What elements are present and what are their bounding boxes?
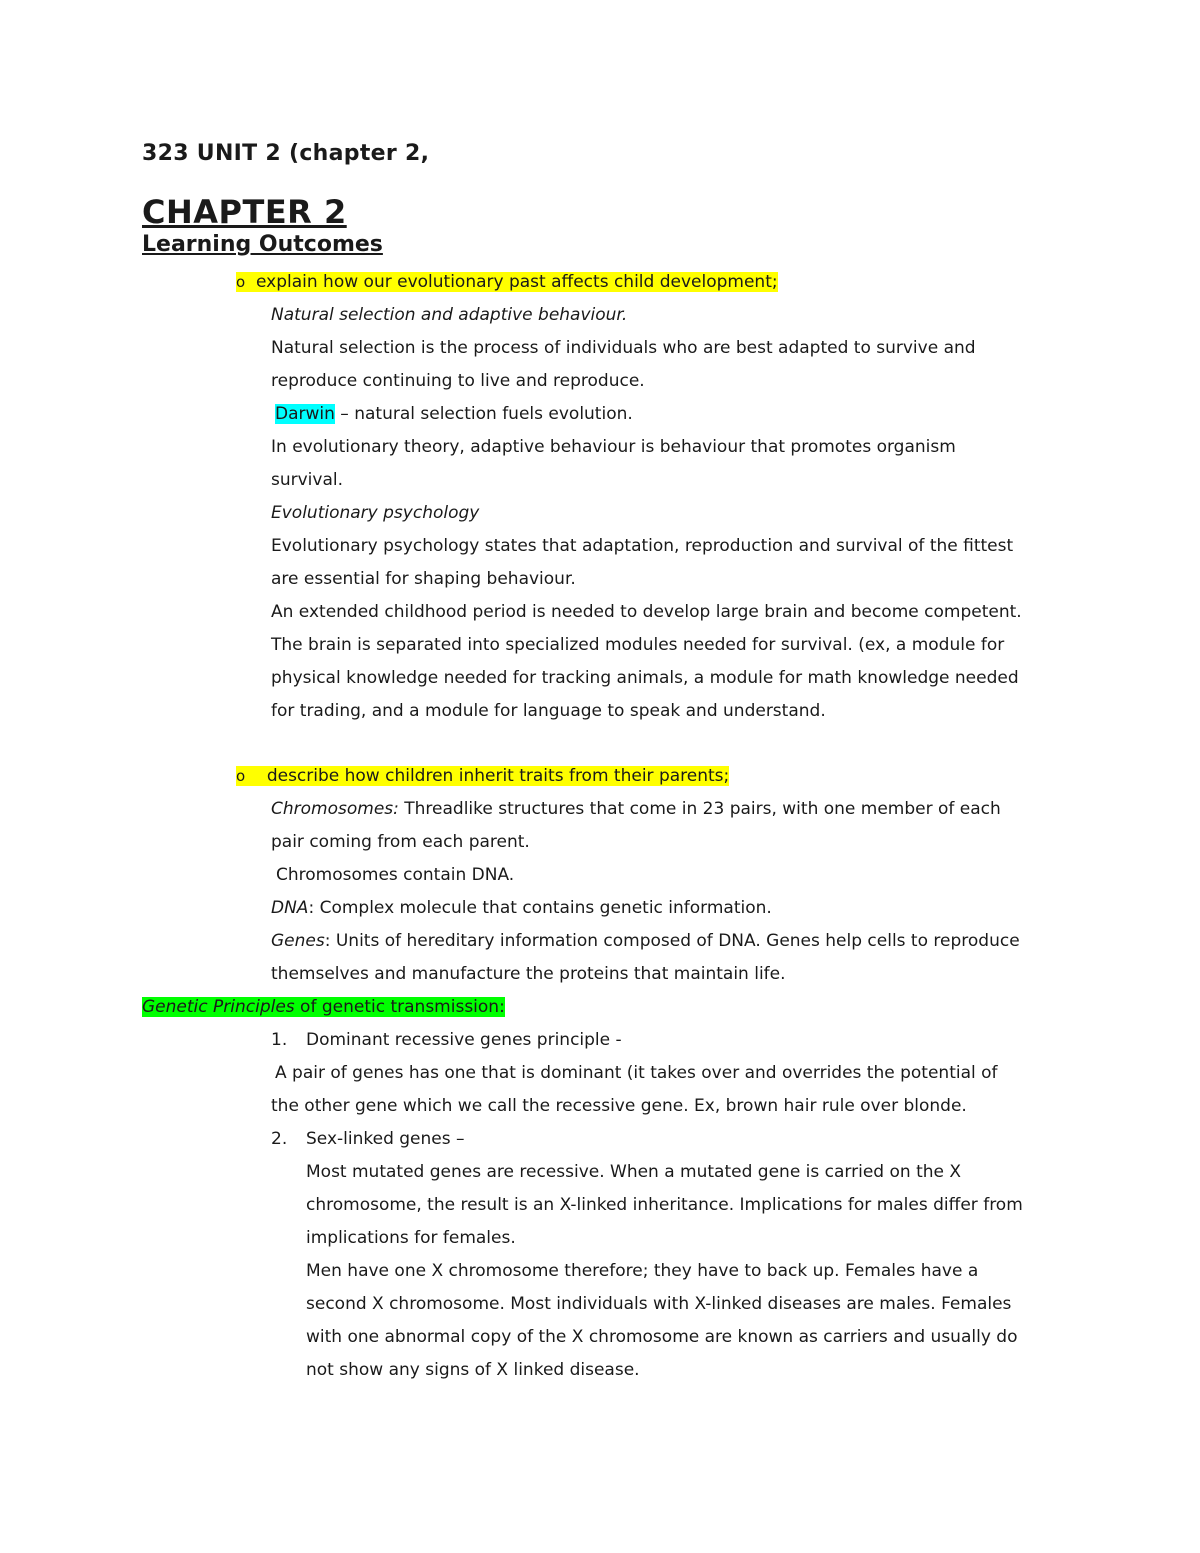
paragraph-evolutionary-psychology-title: Evolutionary psychology bbox=[271, 503, 480, 523]
paragraph-line: Men have one X chromosome therefore; they have to back up. Females have a bbox=[306, 1261, 979, 1281]
paragraph-darwin: Darwin – natural selection fuels evolution. bbox=[275, 404, 633, 424]
paragraph-line: implications for females. bbox=[306, 1228, 516, 1248]
bullet-marker: o bbox=[236, 273, 246, 291]
darwin-highlight: Darwin bbox=[275, 404, 335, 424]
paragraph-line: the other gene which we call the recessive gene. Ex, brown hair rule over blonde. bbox=[271, 1096, 967, 1116]
paragraph-genes: Genes: Units of hereditary information composed of DNA. Genes help cells to reproduce bbox=[271, 931, 1020, 951]
paragraph-line: Evolutionary psychology states that adaptation, reproduction and survival of the fittest bbox=[271, 536, 1014, 556]
paragraph-line: pair coming from each parent. bbox=[271, 832, 530, 852]
document-title: 323 UNIT 2 (chapter 2, bbox=[142, 141, 430, 166]
bullet-marker: o bbox=[236, 767, 246, 785]
principle-item-1-number: 1. bbox=[271, 1030, 288, 1050]
paragraph-line: Chromosomes contain DNA. bbox=[276, 865, 515, 885]
principle-item-2-number: 2. bbox=[271, 1129, 288, 1149]
paragraph-line: The brain is separated into specialized modules needed for survival. (ex, a module for bbox=[271, 635, 1005, 655]
paragraph-line: survival. bbox=[271, 470, 344, 490]
paragraph-line: Most mutated genes are recessive. When a mutated gene is carried on the X bbox=[306, 1162, 962, 1182]
principle-item-1-label: Dominant recessive genes principle - bbox=[306, 1030, 622, 1050]
outcome-1-heading: o explain how our evolutionary past affects child development; bbox=[236, 272, 778, 292]
paragraph-chromosomes: Chromosomes: Threadlike structures that come in 23 pairs, with one member of each bbox=[271, 799, 1001, 819]
paragraph-line: reproduce continuing to live and reproduce. bbox=[271, 371, 645, 391]
paragraph-line: In evolutionary theory, adaptive behaviour is behaviour that promotes organism bbox=[271, 437, 956, 457]
genetic-principles-heading: Genetic Principles of genetic transmission: bbox=[142, 997, 505, 1017]
paragraph-line: chromosome, the result is an X-linked inheritance. Implications for males differ from bbox=[306, 1195, 1023, 1215]
paragraph-line: are essential for shaping behaviour. bbox=[271, 569, 576, 589]
paragraph-dna: DNA: Complex molecule that contains genetic information. bbox=[271, 898, 772, 918]
principle-item-2-label: Sex-linked genes – bbox=[306, 1129, 465, 1149]
section-heading: Learning Outcomes bbox=[142, 232, 383, 257]
paragraph-natural-selection-title: Natural selection and adaptive behaviour. bbox=[271, 305, 628, 325]
paragraph-line: for trading, and a module for language to speak and understand. bbox=[271, 701, 826, 721]
paragraph-line: Natural selection is the process of individuals who are best adapted to survive and bbox=[271, 338, 976, 358]
paragraph-line: with one abnormal copy of the X chromosome are known as carriers and usually do bbox=[306, 1327, 1018, 1347]
chapter-heading: CHAPTER 2 bbox=[142, 193, 347, 231]
paragraph-line: An extended childhood period is needed to develop large brain and become competent. bbox=[271, 602, 1022, 622]
paragraph-line: not show any signs of X linked disease. bbox=[306, 1360, 640, 1380]
outcome-2-heading: o describe how children inherit traits from their parents; bbox=[236, 766, 730, 786]
paragraph-line: themselves and manufacture the proteins that maintain life. bbox=[271, 964, 786, 984]
paragraph-line: second X chromosome. Most individuals with X-linked diseases are males. Females bbox=[306, 1294, 1012, 1314]
paragraph-line: physical knowledge needed for tracking animals, a module for math knowledge needed bbox=[271, 668, 1019, 688]
paragraph-line: A pair of genes has one that is dominant (it takes over and overrides the potential of bbox=[275, 1063, 998, 1083]
